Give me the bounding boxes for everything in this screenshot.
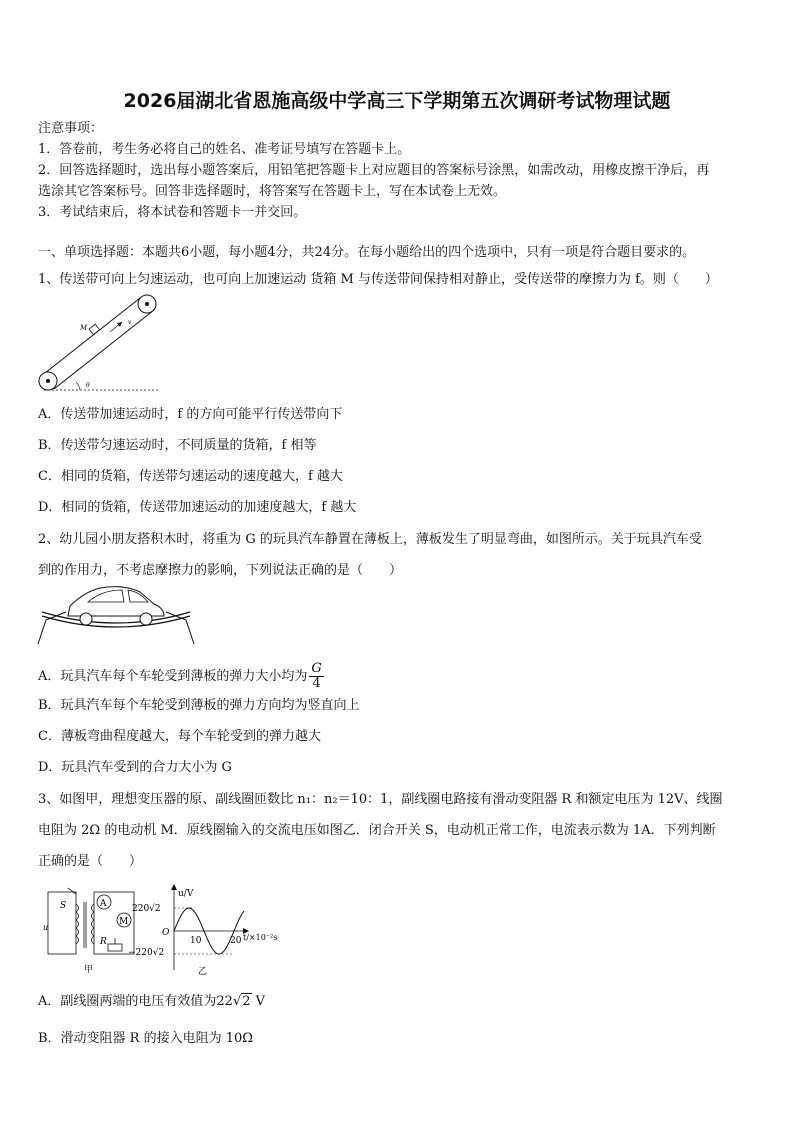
section-heading: 一、单项选择题：本题共6小题，每小题4分，共24分。在每小题给出的四个选项中，只有一项是符合题目要求的。	[38, 245, 696, 260]
q1-conveyor-figure	[36, 292, 166, 398]
notice-item-1: 1．答卷前，考生务必将自己的姓名、准考证号填写在答题卡上。	[38, 142, 411, 157]
q2-option-a	[38, 662, 324, 691]
angle-arc	[76, 382, 80, 390]
x-axis-label: t/×10⁻²s	[243, 933, 278, 942]
q3-option-b: B．滑动变阻器 R 的接入电阻为 10Ω	[38, 1031, 254, 1046]
fraction-numerator: G	[311, 661, 322, 676]
q2-option-c: C．薄板弯曲程度越大，每个车轮受到的弹力越大	[38, 729, 321, 744]
q3-stem-line1: 3、如图甲，理想变压器的原、副线圈匝数比 n₁：n₂＝10：1，副线圈电路接有滑动变阻器 R 和额定电压为 12V、线圈	[38, 792, 723, 807]
upper-pulley-axle	[145, 302, 149, 306]
figure-label-yi: 乙	[198, 967, 208, 976]
car-wheel-front	[80, 613, 92, 625]
q2-option-a-text: A．玩具汽车每个车轮受到薄板的弹力大小均为	[38, 669, 308, 684]
velocity-arrowhead	[117, 322, 122, 327]
notice-item-2-cont: 选涂其它答案标号。回答非选择题时，将答案写在答题卡上，写在本试卷上无效。	[38, 184, 507, 199]
x-tick-10: 10	[190, 936, 202, 946]
sqrt-2: √2	[232, 994, 251, 1009]
y-tick-positive: 220√2	[132, 904, 161, 914]
q3-option-a-coef: 22	[216, 994, 233, 1009]
q3-option-a-text: A．副线圈两端的电压有效值为	[38, 994, 217, 1009]
x-tick-20: 20	[230, 936, 242, 946]
q1-stem: 1、传送带可向上匀速运动，也可向上加速运动 货箱 M 与传送带间保持相对静止，受传送带的摩擦力为 f。则（ ）	[38, 272, 718, 287]
q3-option-a-unit: V	[255, 994, 266, 1009]
sqrt-radicand: 2	[242, 994, 251, 1009]
motor-label: M	[119, 917, 129, 927]
fraction-denominator: 4	[312, 676, 321, 691]
switch-label: S	[60, 901, 67, 911]
notice-item-3: 3．考试结束后，将本试卷和答题卡一并交回。	[38, 205, 307, 220]
ammeter-label: A	[100, 899, 107, 909]
q3-voltage-graph-yi	[128, 880, 298, 976]
rheostat	[108, 944, 122, 951]
rheostat-label: R	[100, 937, 107, 947]
switch-blade	[68, 888, 76, 894]
car-wheel-rear	[140, 613, 152, 625]
lower-pulley-axle	[46, 379, 50, 383]
notice-heading: 注意事项：	[38, 121, 104, 136]
q2-option-b: B．玩具汽车每个车轮受到薄板的弹力方向均为竖直向上	[38, 698, 360, 713]
page-title: 2026届湖北省恩施高级中学高三下学期第五次调研考试物理试题	[123, 90, 671, 112]
angle-label: θ	[86, 382, 90, 389]
y-tick-negative: −220√2	[128, 948, 165, 958]
q3-stem-line2: 电阻为 2Ω 的电动机 M．原线圈输入的交流电压如图乙．闭合开关 S，电动机正常工作，电流表示数为 1A．下列判断	[38, 823, 716, 838]
fraction-g-over-4	[309, 662, 323, 691]
q3-stem-line3: 正确的是（ ）	[38, 854, 143, 869]
belt-top	[40, 298, 140, 377]
q2-stem-line2: 到的作用力，不考虑摩擦力的影响，下列说法正确的是（ ）	[38, 563, 403, 578]
q3-option-a	[38, 994, 265, 1010]
q2-option-d: D．玩具汽车受到的合力大小为 G	[38, 760, 232, 775]
velocity-label: v	[128, 319, 132, 326]
q2-stem-line1: 2、幼儿园小朋友搭积木时，将重为 G 的玩具汽车静置在薄板上，薄板发生了明显弯曲，如图所示。关于玩具汽车受	[38, 532, 702, 547]
q1-option-c: C．相同的货箱，传送带匀速运动的速度越大，f 越大	[38, 469, 343, 484]
q1-option-a: A．传送带加速运动时，f 的方向可能平行传送带向下	[38, 407, 343, 422]
q1-option-b: B．传送带匀速运动时，不同质量的货箱，f 相等	[38, 438, 317, 453]
cargo-label: M	[80, 324, 88, 332]
origin-label: O	[162, 928, 170, 938]
q2-toy-car-figure	[36, 582, 196, 648]
cargo-box	[89, 324, 100, 334]
y-axis-arrow	[171, 884, 177, 890]
y-axis-label: u/V	[178, 889, 194, 899]
source-label: u	[43, 923, 49, 932]
q1-option-d: D．相同的货箱，传送带加速运动的加速度越大，f 越大	[38, 500, 357, 515]
figure-label-jia: 甲	[84, 965, 94, 974]
notice-item-2: 2．回答选择题时，选出每小题答案后，用铅笔把答题卡上对应题目的答案标号涂黑，如需改动，用橡皮擦干净后，再	[38, 163, 710, 178]
belt-bottom	[54, 310, 154, 389]
